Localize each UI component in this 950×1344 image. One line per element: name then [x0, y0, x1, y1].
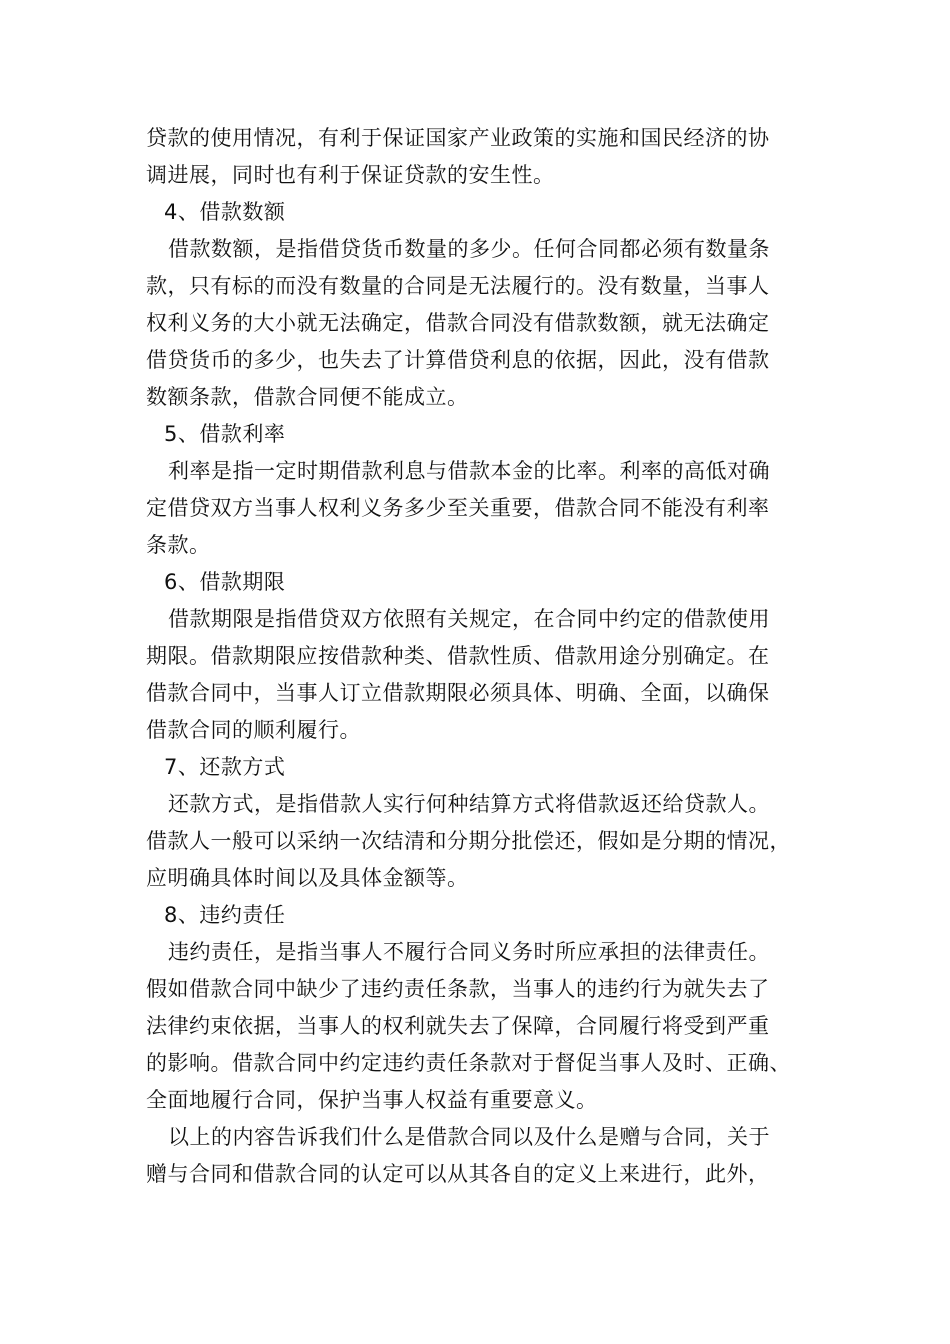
text-line: 的影响。借款合同中约定违约责任条款对于督促当事人及时、正确、 [146, 1051, 791, 1075]
text-line: 借贷货币的多少，也失去了计算借贷利息的依据，因此，没有借款 [146, 348, 770, 372]
section-heading: 5、借款利率 [164, 422, 286, 446]
text-line: 定借贷双方当事人权利义务多少至关重要，借款合同不能没有利率 [146, 496, 770, 520]
text-line: 利率是指一定时期借款利息与借款本金的比率。利率的高低对确 [168, 459, 770, 483]
text-line: 借款合同的顺利履行。 [146, 718, 361, 742]
text-line: 条款。 [146, 533, 211, 557]
text-line: 贷款的使用情况，有利于保证国家产业政策的实施和国民经济的协 [146, 126, 770, 150]
text-line: 违约责任，是指当事人不履行合同义务时所应承担的法律责任。 [168, 940, 770, 964]
text-line: 赠与合同和借款合同的认定可以从其各自的定义上来进行，此外， [146, 1162, 770, 1186]
text-line: 借款合同中，当事人订立借款期限必须具体、明确、全面，以确保 [146, 681, 770, 705]
text-line: 借款期限是指借贷双方依照有关规定，在合同中约定的借款使用 [168, 607, 770, 631]
section-heading: 8、违约责任 [164, 903, 286, 927]
text-line: 期限。借款期限应按借款种类、借款性质、借款用途分别确定。在 [146, 644, 770, 668]
section-heading: 6、借款期限 [164, 570, 286, 594]
text-line: 调进展，同时也有利于保证贷款的安生性。 [146, 163, 555, 187]
text-line: 全面地履行合同，保护当事人权益有重要意义。 [146, 1088, 598, 1112]
text-line: 法律约束依据，当事人的权利就失去了保障，合同履行将受到严重 [146, 1014, 770, 1038]
text-line: 假如借款合同中缺少了违约责任条款，当事人的违约行为就失去了 [146, 977, 770, 1001]
text-line: 款，只有标的而没有数量的合同是无法履行的。没有数量，当事人 [146, 274, 770, 298]
text-line: 应明确具体时间以及具体金额等。 [146, 866, 469, 890]
text-line: 借款人一般可以采纳一次结清和分期分批偿还，假如是分期的情况， [146, 829, 791, 853]
text-line: 以上的内容告诉我们什么是借款合同以及什么是赠与合同，关于 [168, 1125, 770, 1149]
document-body [146, 120, 826, 1193]
text-line: 数额条款，借款合同便不能成立。 [146, 385, 469, 409]
section-heading: 7、还款方式 [164, 755, 286, 779]
section-heading: 4、借款数额 [164, 200, 286, 224]
text-line: 借款数额，是指借贷货币数量的多少。任何合同都必须有数量条 [168, 237, 770, 261]
text-line: 还款方式，是指借款人实行何种结算方式将借款返还给贷款人。 [168, 792, 770, 816]
text-line: 权利义务的大小就无法确定，借款合同没有借款数额，就无法确定 [146, 311, 770, 335]
